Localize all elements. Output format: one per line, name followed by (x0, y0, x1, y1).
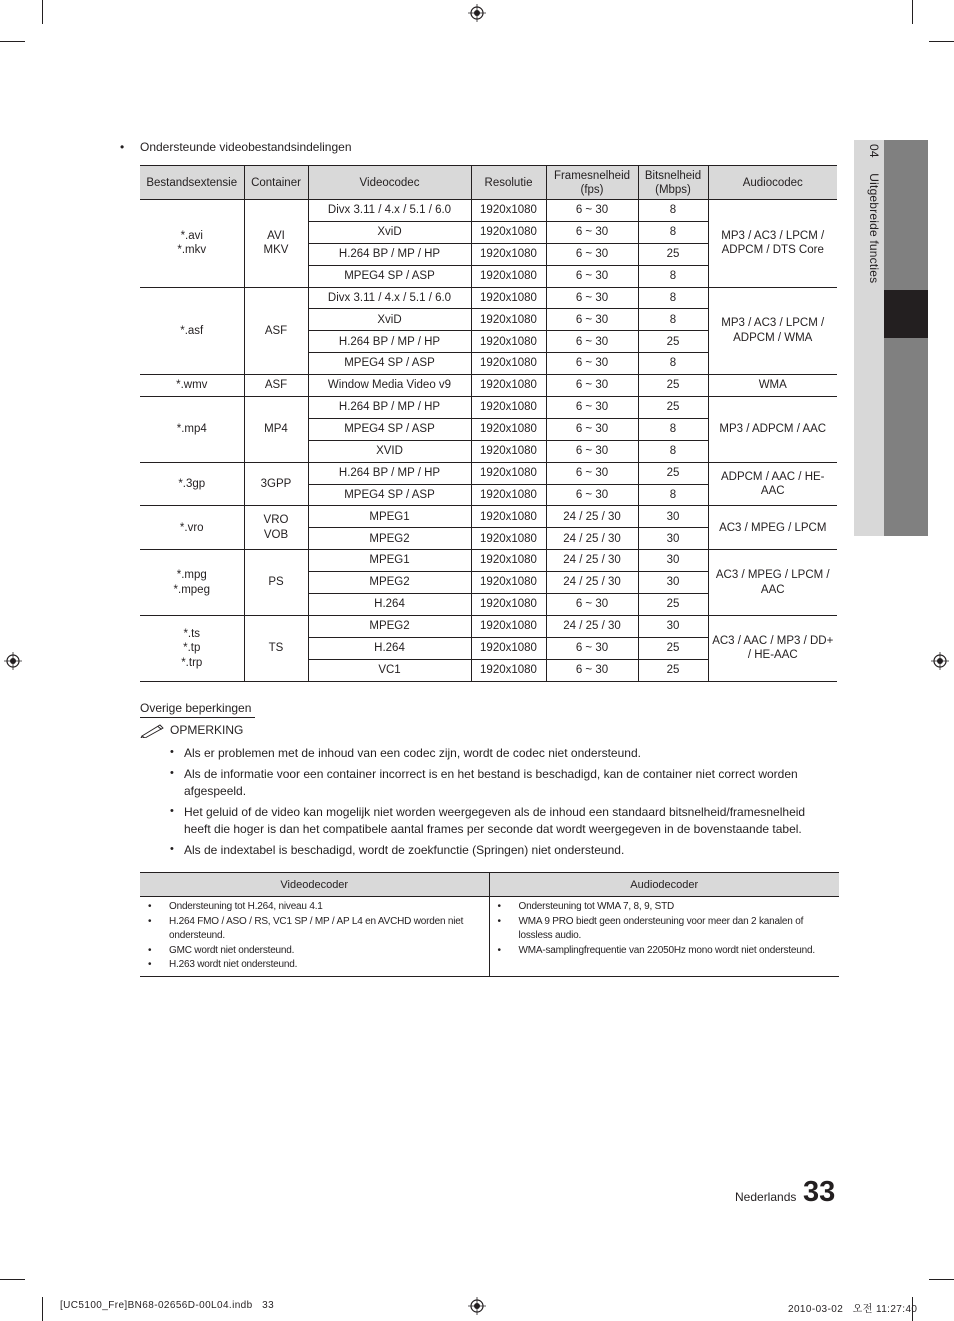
resolution-cell: 1920x1080 (471, 309, 546, 331)
resolution-cell: 1920x1080 (471, 615, 546, 637)
framerate-cell: 24 / 25 / 30 (546, 615, 638, 637)
bitrate-cell: 30 (638, 506, 708, 528)
framerate-cell: 24 / 25 / 30 (546, 528, 638, 550)
intro-line (120, 140, 352, 154)
bitrate-cell: 8 (638, 287, 708, 309)
bitrate-cell: 8 (638, 418, 708, 440)
list-item: • WMA 9 PRO biedt geen ondersteuning voor meer dan 2 kanalen of lossless audio. (498, 915, 836, 944)
videocodec-cell: Divx 3.11 / 4.x / 5.1 / 6.0 (308, 200, 471, 222)
container-cell: ASF (244, 375, 308, 397)
bitrate-cell: 8 (638, 200, 708, 222)
list-item: • H.263 wordt niet ondersteund. (148, 958, 485, 973)
framerate-cell: 6 ~ 30 (546, 594, 638, 616)
chapter-number: 04 (867, 144, 881, 158)
resolution-cell: 1920x1080 (471, 528, 546, 550)
framerate-cell: 6 ~ 30 (546, 462, 638, 484)
page-number: 33 (803, 1176, 836, 1208)
side-tab-dark-block (884, 140, 928, 290)
framerate-cell: 6 ~ 30 (546, 484, 638, 506)
videocodec-cell: MPEG4 SP / ASP (308, 353, 471, 375)
framerate-cell: 6 ~ 30 (546, 637, 638, 659)
table-row (140, 462, 837, 484)
bitrate-cell: 30 (638, 615, 708, 637)
audiocodec-cell: MP3 / AC3 / LPCM / ADPCM / WMA (708, 287, 837, 375)
audiocodec-cell: WMA (708, 375, 837, 397)
bullet: • (120, 140, 125, 154)
framerate-cell: 6 ~ 30 (546, 265, 638, 287)
note-list (170, 745, 830, 863)
crop-mark (0, 1279, 25, 1280)
framerate-cell: 6 ~ 30 (546, 243, 638, 265)
videocodec-cell: H.264 (308, 637, 471, 659)
audiocodec-cell: AC3 / AAC / MP3 / DD+ / HE-AAC (708, 615, 837, 681)
registration-mark-icon (4, 652, 22, 670)
resolution-cell: 1920x1080 (471, 572, 546, 594)
intro-text: Ondersteunde videobestandsindelingen (140, 140, 352, 154)
registration-mark-icon (468, 4, 486, 22)
extension-cell: *.3gp (140, 462, 244, 506)
extension-cell: *.wmv (140, 375, 244, 397)
header-resolution: Resolutie (471, 166, 546, 200)
bitrate-cell: 8 (638, 353, 708, 375)
resolution-cell: 1920x1080 (471, 594, 546, 616)
videocodec-cell: H.264 BP / MP / HP (308, 331, 471, 353)
audiocodec-cell: AC3 / MPEG / LPCM (708, 506, 837, 550)
registration-mark-icon (931, 652, 949, 670)
resolution-cell: 1920x1080 (471, 221, 546, 243)
header-audiocodec: Audiocodec (708, 166, 837, 200)
framerate-cell: 6 ~ 30 (546, 418, 638, 440)
videocodec-cell: MPEG1 (308, 550, 471, 572)
framerate-cell: 6 ~ 30 (546, 331, 638, 353)
videocodec-cell: H.264 (308, 594, 471, 616)
videocodec-cell: H.264 BP / MP / HP (308, 243, 471, 265)
audiocodec-cell: AC3 / MPEG / LPCM / AAC (708, 550, 837, 616)
bitrate-cell: 30 (638, 550, 708, 572)
resolution-cell: 1920x1080 (471, 659, 546, 681)
videocodec-cell: MPEG4 SP / ASP (308, 484, 471, 506)
decoder-header-row (140, 873, 839, 897)
crop-mark (42, 0, 43, 24)
side-tab-dark-block (884, 338, 928, 536)
framerate-cell: 6 ~ 30 (546, 375, 638, 397)
videocodec-cell: MPEG4 SP / ASP (308, 418, 471, 440)
videodecoder-list (148, 900, 485, 973)
table-row (140, 200, 837, 222)
extension-cell: *.ts *.tp *.trp (140, 615, 244, 681)
framerate-cell: 6 ~ 30 (546, 440, 638, 462)
framerate-cell: 6 ~ 30 (546, 287, 638, 309)
audiocodec-cell: MP3 / AC3 / LPCM / ADPCM / DTS Core (708, 200, 837, 288)
videocodec-cell: Window Media Video v9 (308, 375, 471, 397)
container-cell: MP4 (244, 397, 308, 463)
bitrate-cell: 25 (638, 659, 708, 681)
table-row (140, 397, 837, 419)
decoder-table (140, 872, 839, 977)
table-row (140, 375, 837, 397)
videocodec-cell: XviD (308, 309, 471, 331)
header-extension: Bestandsextensie (140, 166, 244, 200)
framerate-cell: 6 ~ 30 (546, 397, 638, 419)
videocodec-cell: MPEG2 (308, 572, 471, 594)
bitrate-cell: 25 (638, 331, 708, 353)
note-heading (140, 722, 243, 738)
videocodec-cell: H.264 BP / MP / HP (308, 462, 471, 484)
framerate-cell: 6 ~ 30 (546, 353, 638, 375)
videocodec-cell: MPEG4 SP / ASP (308, 265, 471, 287)
table-header-row (140, 166, 837, 200)
container-cell: VRO VOB (244, 506, 308, 550)
videocodec-cell: H.264 BP / MP / HP (308, 397, 471, 419)
table-row (140, 550, 837, 572)
resolution-cell: 1920x1080 (471, 353, 546, 375)
bitrate-cell: 8 (638, 221, 708, 243)
videodecoder-cell (140, 897, 489, 977)
pencil-note-icon (140, 722, 166, 738)
print-file-info: [UC5100_Fre]BN68-02656D-00L04.indb 33 (60, 1300, 275, 1311)
resolution-cell: 1920x1080 (471, 265, 546, 287)
resolution-cell: 1920x1080 (471, 506, 546, 528)
bitrate-cell: 8 (638, 440, 708, 462)
container-cell: ASF (244, 287, 308, 375)
video-format-table (140, 165, 837, 682)
note-item: • Als de informatie voor een container incorrect is en het bestand is beschadigd, kan de container niet correct worden afgespeeld. (170, 766, 830, 800)
framerate-cell: 24 / 25 / 30 (546, 550, 638, 572)
videocodec-cell: MPEG2 (308, 528, 471, 550)
bitrate-cell: 8 (638, 309, 708, 331)
print-date-info: 2010-03-02 오전 11:27:40 (788, 1304, 918, 1315)
table-row (140, 506, 837, 528)
header-container: Container (244, 166, 308, 200)
chapter-title: Uitgebreide functies (867, 173, 881, 284)
resolution-cell: 1920x1080 (471, 287, 546, 309)
resolution-cell: 1920x1080 (471, 440, 546, 462)
table-row (140, 615, 837, 637)
section-title: Overige beperkingen (140, 701, 255, 718)
list-item: • GMC wordt niet ondersteund. (148, 944, 485, 959)
videocodec-cell: XviD (308, 221, 471, 243)
note-item: • Als er problemen met de inhoud van een codec zijn, wordt de codec niet ondersteund. (170, 745, 830, 762)
framerate-cell: 6 ~ 30 (546, 309, 638, 331)
header-bitrate: Bitsnelheid (Mbps) (638, 166, 708, 200)
side-tab-active-marker (884, 290, 928, 338)
bitrate-cell: 8 (638, 484, 708, 506)
framerate-cell: 6 ~ 30 (546, 221, 638, 243)
crop-mark (929, 41, 954, 42)
container-cell: 3GPP (244, 462, 308, 506)
crop-mark (0, 41, 25, 42)
list-item: • Ondersteuning tot H.264, niveau 4.1 (148, 900, 485, 915)
extension-cell: *.asf (140, 287, 244, 375)
note-item: • Als de indextabel is beschadigd, wordt de zoekfunctie (Springen) niet ondersteund. (170, 842, 830, 859)
resolution-cell: 1920x1080 (471, 243, 546, 265)
framerate-cell: 24 / 25 / 30 (546, 572, 638, 594)
list-item: • WMA-samplingfrequentie van 22050Hz mono wordt niet ondersteund. (498, 944, 836, 959)
audiocodec-cell: MP3 / ADPCM / AAC (708, 397, 837, 463)
header-audiodecoder: Audiodecoder (489, 873, 839, 897)
videocodec-cell: XVID (308, 440, 471, 462)
resolution-cell: 1920x1080 (471, 397, 546, 419)
extension-cell: *.avi *.mkv (140, 200, 244, 288)
bitrate-cell: 30 (638, 572, 708, 594)
videocodec-cell: MPEG2 (308, 615, 471, 637)
bitrate-cell: 25 (638, 637, 708, 659)
bitrate-cell: 25 (638, 375, 708, 397)
resolution-cell: 1920x1080 (471, 462, 546, 484)
resolution-cell: 1920x1080 (471, 418, 546, 440)
table-row (140, 287, 837, 309)
header-videocodec: Videocodec (308, 166, 471, 200)
note-label: OPMERKING (170, 723, 244, 737)
crop-mark (912, 0, 913, 24)
crop-mark (929, 1279, 954, 1280)
framerate-cell: 6 ~ 30 (546, 200, 638, 222)
extension-cell: *.mpg *.mpeg (140, 550, 244, 616)
resolution-cell: 1920x1080 (471, 484, 546, 506)
resolution-cell: 1920x1080 (471, 200, 546, 222)
bitrate-cell: 25 (638, 594, 708, 616)
bitrate-cell: 30 (638, 528, 708, 550)
resolution-cell: 1920x1080 (471, 331, 546, 353)
resolution-cell: 1920x1080 (471, 550, 546, 572)
bitrate-cell: 8 (638, 265, 708, 287)
container-cell: TS (244, 615, 308, 681)
resolution-cell: 1920x1080 (471, 375, 546, 397)
framerate-cell: 24 / 25 / 30 (546, 506, 638, 528)
note-item: • Het geluid of de video kan mogelijk niet worden weergegeven als de inhoud een standaard bitsnelheid/framesnelheid heeft die hoger is dan het compatibele aantal frames per seconde dat wordt weergegeven in de bovenstaande tabel. (170, 804, 830, 838)
bitrate-cell: 25 (638, 397, 708, 419)
extension-cell: *.mp4 (140, 397, 244, 463)
bitrate-cell: 25 (638, 462, 708, 484)
header-videodecoder: Videodecoder (140, 873, 489, 897)
registration-mark-icon (468, 1297, 486, 1315)
container-cell: AVI MKV (244, 200, 308, 288)
side-tab-label (857, 144, 881, 344)
resolution-cell: 1920x1080 (471, 637, 546, 659)
bitrate-cell: 25 (638, 243, 708, 265)
list-item: • Ondersteuning tot WMA 7, 8, 9, STD (498, 900, 836, 915)
videocodec-cell: VC1 (308, 659, 471, 681)
videocodec-cell: Divx 3.11 / 4.x / 5.1 / 6.0 (308, 287, 471, 309)
videocodec-cell: MPEG1 (308, 506, 471, 528)
crop-mark (42, 1297, 43, 1321)
framerate-cell: 6 ~ 30 (546, 659, 638, 681)
audiodecoder-cell (489, 897, 839, 977)
list-item: • H.264 FMO / ASO / RS, VC1 SP / MP / AP L4 en AVCHD worden niet ondersteund. (148, 915, 485, 944)
audiodecoder-list (498, 900, 836, 958)
audiocodec-cell: ADPCM / AAC / HE-AAC (708, 462, 837, 506)
extension-cell: *.vro (140, 506, 244, 550)
decoder-body-row (140, 897, 839, 977)
header-framerate: Framesnelheid (fps) (546, 166, 638, 200)
footer-language: Nederlands (735, 1190, 797, 1204)
container-cell: PS (244, 550, 308, 616)
